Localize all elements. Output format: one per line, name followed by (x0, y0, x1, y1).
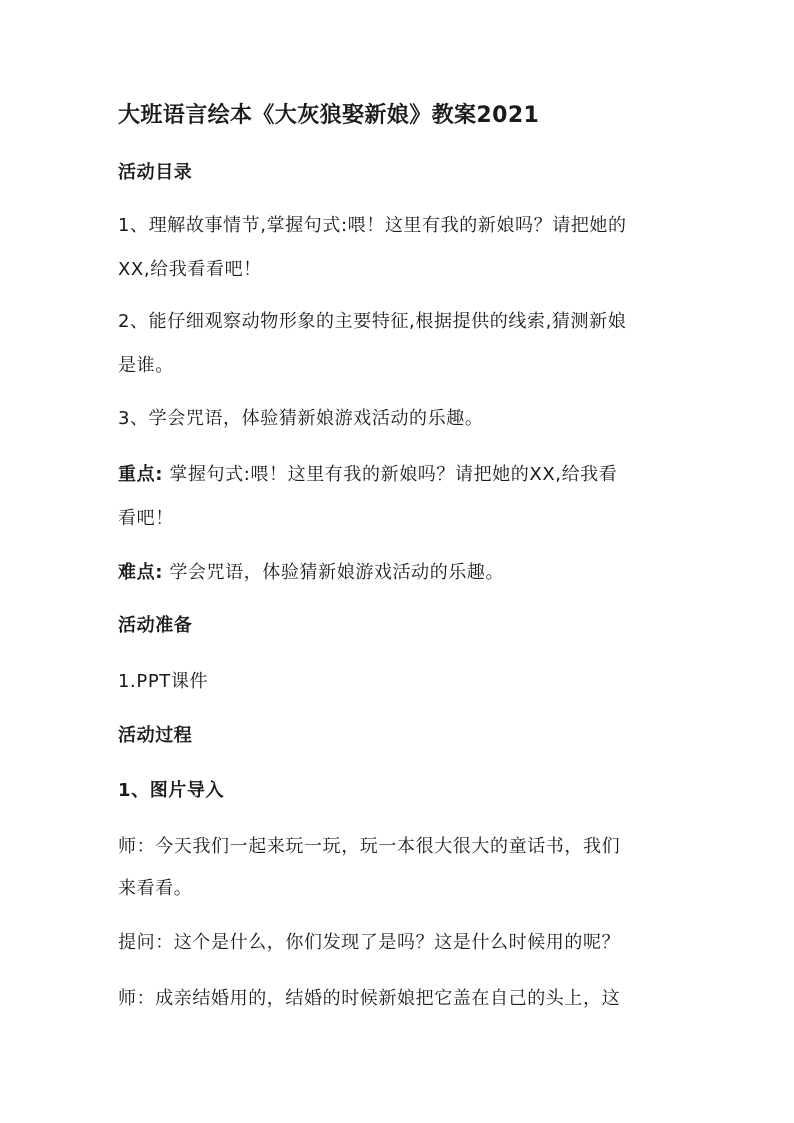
section-heading-process: 活动过程 (118, 725, 193, 746)
goal-2-line-1: 2、能仔细观察动物形象的主要特征,根据提供的线索,猜测新娘 (118, 311, 627, 332)
key-point-label: 重点: (118, 464, 163, 485)
difficult-point-label: 难点: (118, 562, 163, 583)
goal-3: 3、学会咒语，体验猜新娘游戏活动的乐趣。 (118, 408, 484, 429)
key-point-line-1 (118, 463, 678, 487)
paragraph-2: 提问：这个是什么，你们发现了是吗？这是什么时候用的呢？ (118, 932, 621, 953)
difficult-point (118, 561, 678, 585)
section-heading-prep: 活动准备 (118, 615, 193, 636)
goal-1-line-1: 1、理解故事情节,掌握句式:喂！这里有我的新娘吗？请把她的 (118, 215, 627, 236)
document-title: 大班语言绘本《大灰狼娶新娘》教案2021 (118, 103, 540, 128)
goal-1-line-2: XX,给我看看吧！ (118, 259, 262, 280)
paragraph-1-line-2: 来看看。 (118, 878, 193, 899)
goal-2-line-2: 是谁。 (118, 355, 174, 376)
section-heading-goals: 活动目录 (118, 162, 193, 183)
paragraph-3: 师：成亲结婚用的，结婚的时候新娘把它盖在自己的头上，这 (118, 988, 621, 1009)
paragraph-1-line-1: 师：今天我们一起来玩一玩，玩一本很大很大的童话书，我们 (118, 836, 621, 857)
difficult-point-text: 学会咒语，体验猜新娘游戏活动的乐趣。 (169, 562, 505, 583)
key-point-line-2: 看吧！ (118, 508, 174, 529)
prep-item-1: 1.PPT课件 (118, 671, 209, 692)
key-point-text: 掌握句式:喂！这里有我的新娘吗？请把她的XX,给我看 (169, 464, 618, 485)
step-1-heading: 1、图片导入 (118, 780, 225, 801)
